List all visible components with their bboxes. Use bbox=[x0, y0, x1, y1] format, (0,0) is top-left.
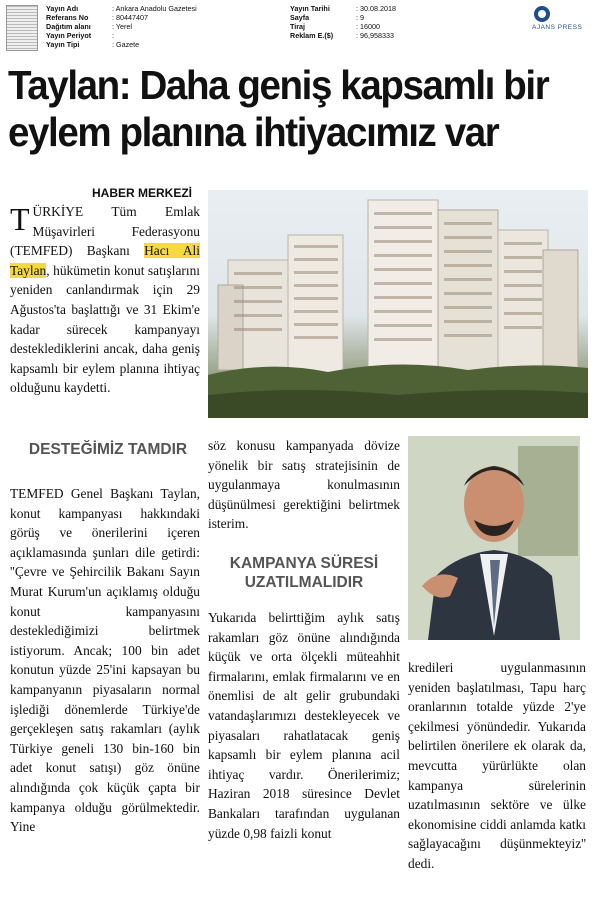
header-label: Dağıtım alanı bbox=[46, 22, 91, 31]
headline: Taylan: Daha geniş kapsamlı bir eylem planına ihtiyacımız var bbox=[8, 62, 549, 155]
header-value: : Ankara Anadolu Gazetesi bbox=[112, 4, 197, 13]
header-label: Yayın Tarihi bbox=[290, 4, 330, 13]
header-value: : 80447407 bbox=[112, 13, 148, 22]
header-label: Sayfa bbox=[290, 13, 310, 22]
clipping-header bbox=[0, 0, 597, 56]
header-label: Referans No bbox=[46, 13, 89, 22]
lead-text: ÜRKİYE Tüm Emlak Müşavirleri Federasyonu (TEMFED) Başkanı bbox=[10, 204, 200, 259]
header-label: Yayın Periyot bbox=[46, 31, 92, 40]
buildings-illustration bbox=[208, 190, 588, 418]
subhead-kampanya-suresi: KAMPANYA SÜRESİ UZATILMALIDIR bbox=[229, 555, 379, 591]
header-value: : Gazete bbox=[112, 40, 140, 49]
column-3-text: kredileri uygulanmasının yeniden başlatılması, Tapu harç oranlarının totalde yüzde 2'ye çekilmesi yönündedir. Yukarıda belirtilen önerilere ek olarak da, mevcutta yürürlükte olan kampanya sürelerinin uzatılmasının sektöre ve ülke ekonomisine ciddi anlamda katkı sağlayacağını düşünmekteyiz'' dedi. bbox=[408, 660, 586, 871]
man-portrait-photo bbox=[408, 436, 580, 640]
header-label: Yayın Adı bbox=[46, 4, 79, 13]
lead-text: , hükümetin konut satışlarını yeniden canlandırmak için 29 Ağustos'ta başlattığı ve 31 Ekim'e kadar sürecek kampanyayı desteklediklerini ancak, daha geniş kapsamlı bir eylem planına ihtiyaç olduğunu kaydetti. bbox=[10, 262, 200, 396]
column-2-top-text: söz konusu kampanyada dövize yönelik bir satış stratejisinin de uygulanmaya konulmasının düşünülmesi gerektiğini belirtmek isterim. bbox=[208, 438, 400, 532]
header-value: : Yerel bbox=[112, 22, 132, 31]
header-value: : 9 bbox=[356, 13, 364, 22]
header-value: : 30.08.2018 bbox=[356, 4, 396, 13]
header-label: Yayın Tipi bbox=[46, 40, 80, 49]
header-label: Tiraj bbox=[290, 22, 306, 31]
header-value: : 16000 bbox=[356, 22, 380, 31]
subhead-desteğimiz-tamdir: DESTEĞİMİZ TAMDIR bbox=[28, 441, 188, 458]
highlighted-name: Hacı Ali Taylan bbox=[10, 243, 200, 278]
page-thumbnail bbox=[6, 5, 38, 51]
residential-towers-photo bbox=[208, 190, 588, 418]
lead-paragraph bbox=[10, 202, 200, 434]
header-value: : 96,958333 bbox=[356, 31, 394, 40]
column-2-text: Yukarıda belirttiğim aylık satış rakamları göz önüne alındığında küçük ve orta ölçekli müteahhit firmalarını, emlak firmalarını ve en önemlisi de alt gelir grubundaki vatandaşlarımızı destekleyecek ve piyasaları rahatlatacak geniş kapsamlı bir eylem planına acil ihtiyaç vardır. Önerilerimiz; Haziran 2018 süresince Devlet Bankaları tarafından uygulanan yüzde 0,98 faizli konut bbox=[208, 610, 400, 841]
header-label: Reklam E.($) bbox=[290, 31, 334, 40]
header-value: : bbox=[112, 31, 114, 40]
drop-cap: T bbox=[10, 201, 30, 237]
ajans-press-logo-icon bbox=[534, 6, 550, 22]
byline: HABER MERKEZİ bbox=[92, 186, 193, 200]
logo-text: AJANS PRESS bbox=[532, 24, 583, 31]
column-1-text: TEMFED Genel Başkanı Taylan, konut kampanyası hakkındaki görüş ve önerilerini içeren açıklamasında şunları dile getirdi: ''Çevre ve Şehircilik Bakanı Sayın Murat Kurum'un açıklamış olduğu konut kampanyasını desteklediğimizi belirtmek istiyorum. Ancak; 100 bin adet konutun yüzde 25'ini kapsayan bu kampanyanın piyasaların normal işlediği dönemlerde Türkiye'de gerçekleşen satış rakamları (aylık Türkiye geneli 130 bin-160 bin adet konut satışı) göz önüne alındığında çok küçük çapta bir kampanya olduğu görülmektedir. Yine bbox=[10, 486, 200, 835]
portrait-illustration bbox=[408, 436, 580, 640]
